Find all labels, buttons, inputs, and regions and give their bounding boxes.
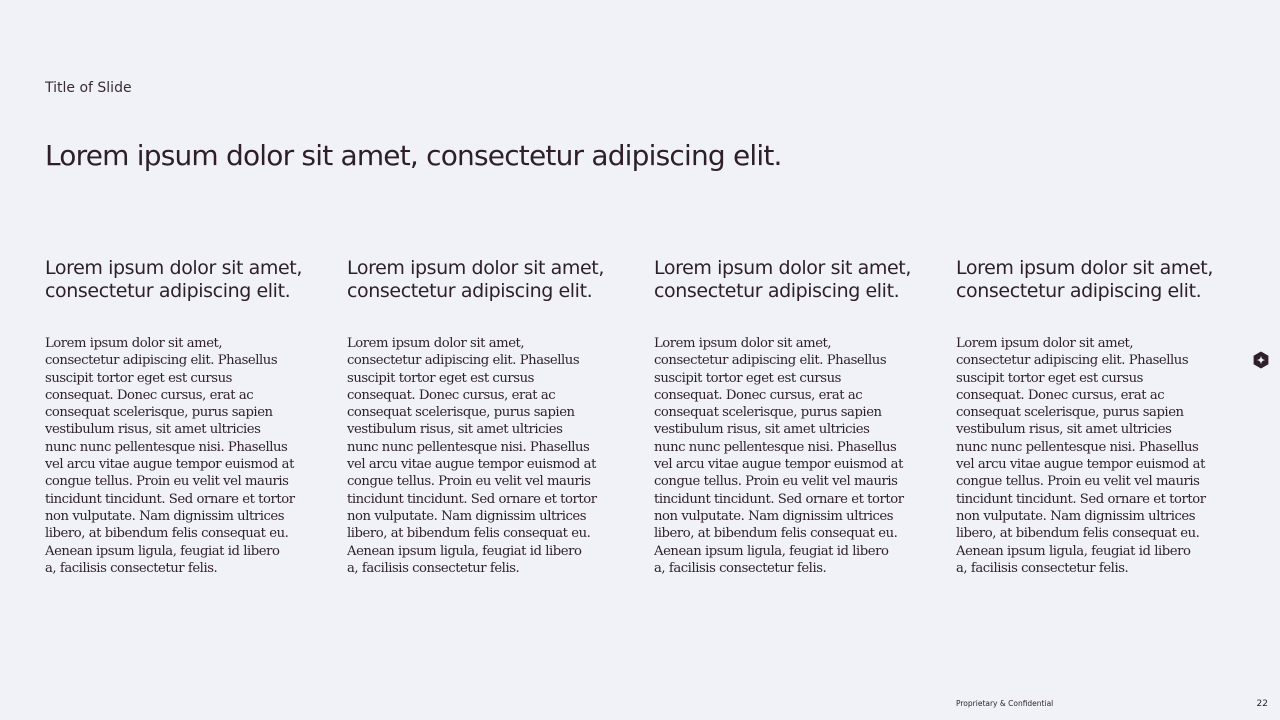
- confidentiality-note: Proprietary & Confidential: [956, 699, 1054, 708]
- slide-headline: Lorem ipsum dolor sit amet, consectetur adipiscing elit.: [45, 139, 782, 172]
- column-heading: Lorem ipsum dolor sit amet, consectetur adipiscing elit.: [45, 257, 302, 302]
- column-heading: Lorem ipsum dolor sit amet, consectetur adipiscing elit.: [956, 257, 1213, 302]
- text-column-3: [654, 257, 949, 576]
- page-number: 22: [1256, 699, 1268, 709]
- column-body: Lorem ipsum dolor sit amet, consectetur adipiscing elit. Phasellus suscipit tortor eget est cursus consequat. Donec cursus, erat ac consequat scelerisque, purus sapien vestibulum risus, sit amet ultricies nunc nunc pellentesque nisi. Phasellus vel arcu vitae augue tempor euismod at congue tellus. Proin eu velit vel mauris tincidunt tincidunt. Sed ornare et tortor non vulputate. Nam dignissim ultrices libero, at bibendum felis consequat eu. Aenean ipsum ligula, feugiat id libero a, facilisis consectetur felis.: [654, 336, 904, 576]
- column-heading: Lorem ipsum dolor sit amet, consectetur adipiscing elit.: [654, 257, 911, 302]
- text-column-2: [347, 257, 642, 576]
- slide-label: Title of Slide: [45, 80, 132, 96]
- text-column-1: [45, 257, 340, 576]
- text-column-4: [956, 257, 1251, 576]
- column-heading: Lorem ipsum dolor sit amet, consectetur adipiscing elit.: [347, 257, 604, 302]
- column-body: Lorem ipsum dolor sit amet, consectetur adipiscing elit. Phasellus suscipit tortor eget est cursus consequat. Donec cursus, erat ac consequat scelerisque, purus sapien vestibulum risus, sit amet ultricies nunc nunc pellentesque nisi. Phasellus vel arcu vitae augue tempor euismod at congue tellus. Proin eu velit vel mauris tincidunt tincidunt. Sed ornare et tortor non vulputate. Nam dignissim ultrices libero, at bibendum felis consequat eu. Aenean ipsum ligula, feugiat id libero a, facilisis consectetur felis.: [45, 336, 295, 576]
- brand-logo-icon: [1252, 351, 1270, 369]
- column-body: Lorem ipsum dolor sit amet, consectetur adipiscing elit. Phasellus suscipit tortor eget est cursus consequat. Donec cursus, erat ac consequat scelerisque, purus sapien vestibulum risus, sit amet ultricies nunc nunc pellentesque nisi. Phasellus vel arcu vitae augue tempor euismod at congue tellus. Proin eu velit vel mauris tincidunt tincidunt. Sed ornare et tortor non vulputate. Nam dignissim ultrices libero, at bibendum felis consequat eu. Aenean ipsum ligula, feugiat id libero a, facilisis consectetur felis.: [956, 336, 1206, 576]
- column-body: Lorem ipsum dolor sit amet, consectetur adipiscing elit. Phasellus suscipit tortor eget est cursus consequat. Donec cursus, erat ac consequat scelerisque, purus sapien vestibulum risus, sit amet ultricies nunc nunc pellentesque nisi. Phasellus vel arcu vitae augue tempor euismod at congue tellus. Proin eu velit vel mauris tincidunt tincidunt. Sed ornare et tortor non vulputate. Nam dignissim ultrices libero, at bibendum felis consequat eu. Aenean ipsum ligula, feugiat id libero a, facilisis consectetur felis.: [347, 336, 597, 576]
